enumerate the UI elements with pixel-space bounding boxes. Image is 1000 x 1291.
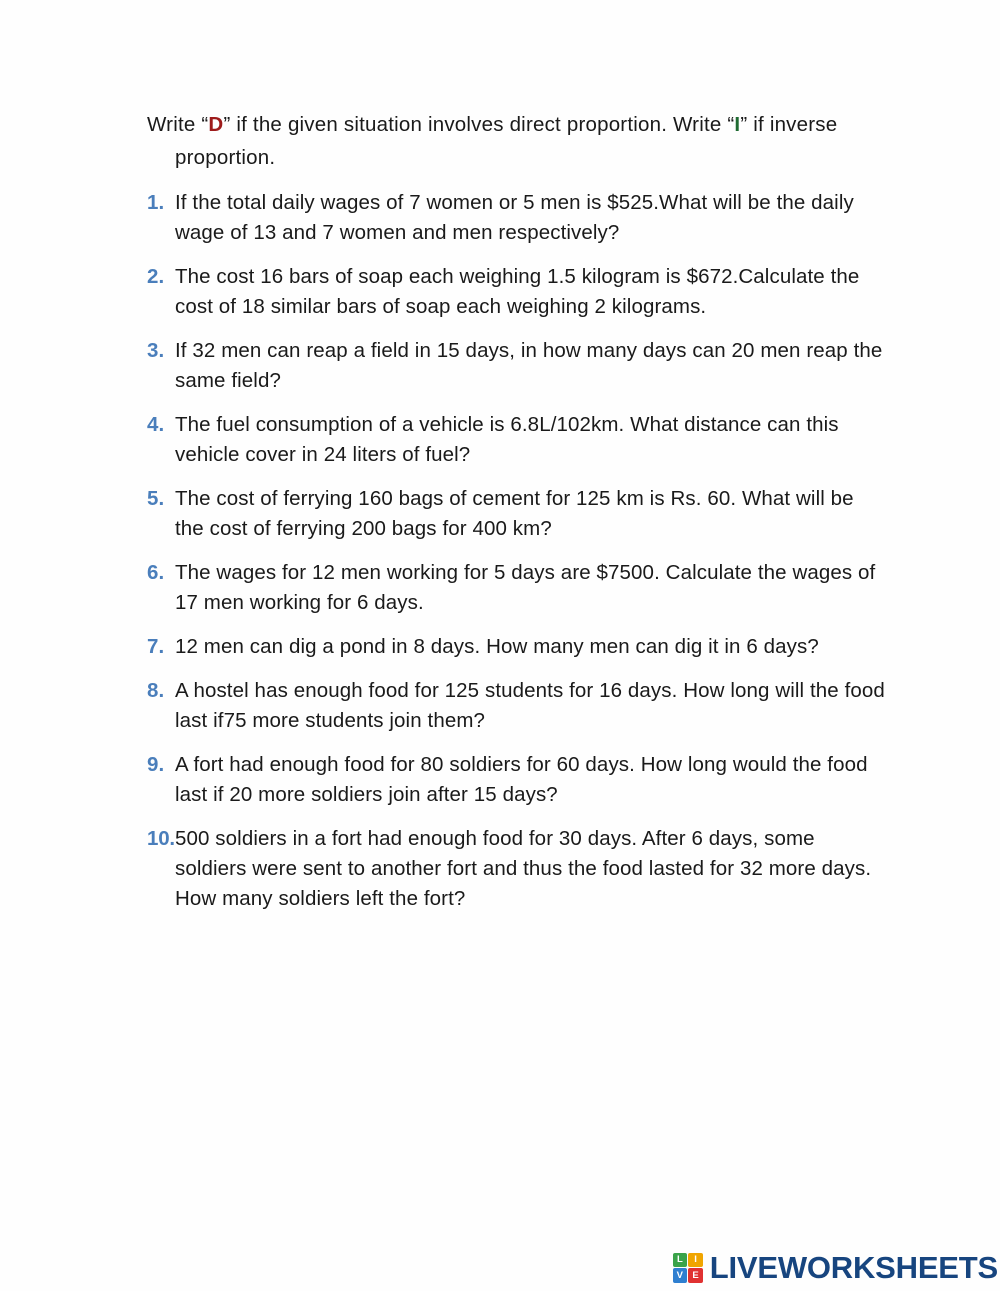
- question-number-1: 1.: [147, 191, 165, 214]
- question-number-6: 6.: [147, 561, 165, 584]
- question-number-3: 3.: [147, 339, 165, 362]
- question-item-1: [147, 188, 887, 248]
- question-item-10: [147, 824, 887, 914]
- live-tiles-icon: [673, 1253, 703, 1283]
- instruction-part-2: ” if the given situation involves direct proportion. Write “: [223, 113, 735, 136]
- question-number-5: 5.: [147, 487, 165, 510]
- question-item-7: [147, 632, 887, 662]
- logo-wordmark: LIVEWORKSHEETS: [709, 1250, 998, 1285]
- question-item-9: [147, 750, 887, 810]
- question-number-7: 7.: [147, 635, 165, 658]
- instruction-inverse-marker: I: [734, 113, 741, 136]
- question-list: [147, 188, 887, 914]
- question-item-5: [147, 484, 887, 544]
- liveworksheets-logo[interactable]: [673, 1252, 998, 1283]
- question-item-8: [147, 676, 887, 736]
- question-number-10: 10.: [147, 827, 175, 850]
- question-text-10: 500 soldiers in a fort had enough food for 30 days. After 6 days, some soldiers were sent to another fort and thus the food lasted for 32 more days. How many soldiers left the fort?: [175, 827, 872, 910]
- question-item-3: [147, 336, 887, 396]
- instruction-heading: [147, 108, 887, 174]
- question-text-4: The fuel consumption of a vehicle is 6.8L/102km. What distance can this vehicle cover in 24 liters of fuel?: [175, 413, 839, 466]
- question-text-5: The cost of ferrying 160 bags of cement for 125 km is Rs. 60. What will be the cost of ferrying 200 bags for 400 km?: [175, 487, 854, 540]
- question-text-3: If 32 men can reap a field in 15 days, in how many days can 20 men reap the same field?: [175, 339, 883, 392]
- question-item-4: [147, 410, 887, 470]
- question-text-7: 12 men can dig a pond in 8 days. How many men can dig it in 6 days?: [175, 635, 819, 658]
- worksheet-content: [147, 108, 887, 914]
- logo-tile-i: I: [688, 1253, 702, 1267]
- question-number-8: 8.: [147, 679, 165, 702]
- question-number-9: 9.: [147, 753, 165, 776]
- logo-tile-e: E: [688, 1268, 702, 1282]
- question-text-6: The wages for 12 men working for 5 days are $7500. Calculate the wages of 17 men working for 6 days.: [175, 561, 876, 614]
- instruction-part-1: Write “: [147, 113, 209, 136]
- question-text-8: A hostel has enough food for 125 students for 16 days. How long will the food last if75 more students join them?: [175, 679, 885, 732]
- question-number-4: 4.: [147, 413, 165, 436]
- instruction-part-3: ” if inverse proportion.: [175, 113, 838, 169]
- instruction-direct-marker: D: [208, 113, 224, 136]
- question-text-1: If the total daily wages of 7 women or 5 men is $525.What will be the daily wage of 13 and 7 women and men respectively?: [175, 191, 854, 244]
- question-text-2: The cost 16 bars of soap each weighing 1.5 kilogram is $672.Calculate the cost of 18 similar bars of soap each weighing 2 kilograms.: [175, 265, 860, 318]
- logo-tile-v: V: [673, 1268, 687, 1282]
- question-item-2: [147, 262, 887, 322]
- question-item-6: [147, 558, 887, 618]
- question-number-2: 2.: [147, 265, 165, 288]
- question-text-9: A fort had enough food for 80 soldiers for 60 days. How long would the food last if 20 more soldiers join after 15 days?: [175, 753, 868, 806]
- logo-tile-l: L: [673, 1253, 687, 1267]
